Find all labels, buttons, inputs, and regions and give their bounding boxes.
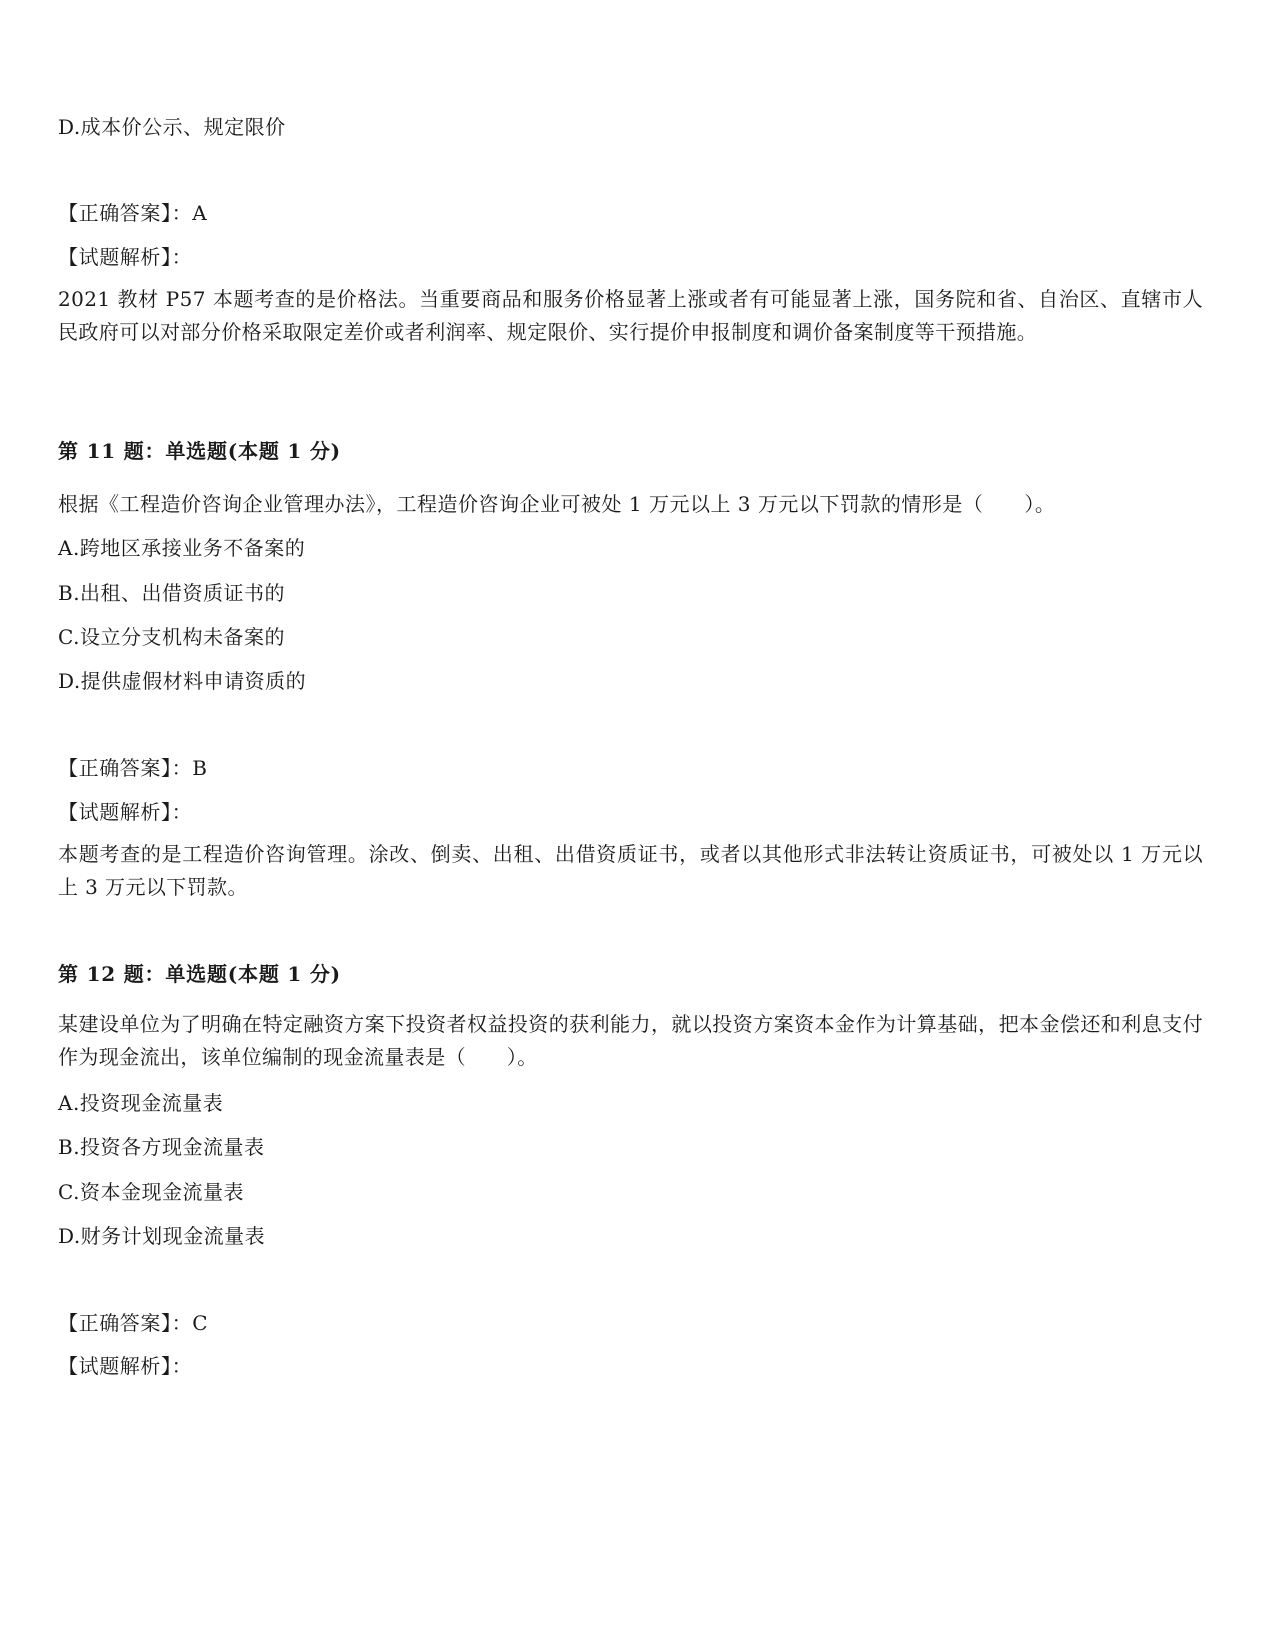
q11-option-b: B.出租、出借资质证书的 (58, 581, 286, 605)
q10-analysis-label: 【试题解析】： (58, 245, 193, 269)
q11-option-d: D.提供虚假材料申请资质的 (58, 669, 307, 693)
q11-option-c: C.设立分支机构未备案的 (58, 625, 285, 649)
q12-analysis-label: 【试题解析】： (58, 1354, 193, 1378)
q11-answer: 【正确答案】：B (58, 756, 208, 780)
q12-heading: 第 12 题：单选题(本题 1 分) (58, 962, 341, 986)
q12-option-b: B.投资各方现金流量表 (58, 1135, 265, 1159)
q12-question: 某建设单位为了明确在特定融资方案下投资者权益投资的获利能力，就以投资方案资本金作为计算基础，把本金偿还和利息支付作为现金流出，该单位编制的现金流量表是（ ）。 (58, 1012, 1203, 1069)
q12-option-c: C.资本金现金流量表 (58, 1180, 244, 1204)
q12-answer: 【正确答案】：C (58, 1311, 209, 1335)
q10-analysis-text: 2021 教材 P57 本题考查的是价格法。当重要商品和服务价格显著上涨或者有可能显著上涨，国务院和省、自治区、直辖市人民政府可以对部分价格采取限定差价或者利润率、规定限价、实行提价申报制度和调价备案制度等干预措施。 (58, 287, 1203, 344)
q10-answer: 【正确答案】：A (58, 201, 208, 225)
q11-option-a: A.跨地区承接业务不备案的 (58, 536, 306, 560)
q10-option-d: D.成本价公示、规定限价 (58, 115, 286, 139)
q11-heading: 第 11 题：单选题(本题 1 分) (58, 439, 341, 463)
q11-analysis-label: 【试题解析】： (58, 800, 193, 824)
q11-question: 根据《工程造价咨询企业管理办法》，工程造价咨询企业可被处 1 万元以上 3 万元以下罚款的情形是（ ）。 (58, 492, 1056, 516)
q11-analysis-text: 本题考查的是工程造价咨询管理。涂改、倒卖、出租、出借资质证书，或者以其他形式非法转让资质证书，可被处以 1 万元以上 3 万元以下罚款。 (58, 842, 1203, 899)
q12-option-d: D.财务计划现金流量表 (58, 1224, 266, 1248)
q12-option-a: A.投资现金流量表 (58, 1091, 224, 1115)
